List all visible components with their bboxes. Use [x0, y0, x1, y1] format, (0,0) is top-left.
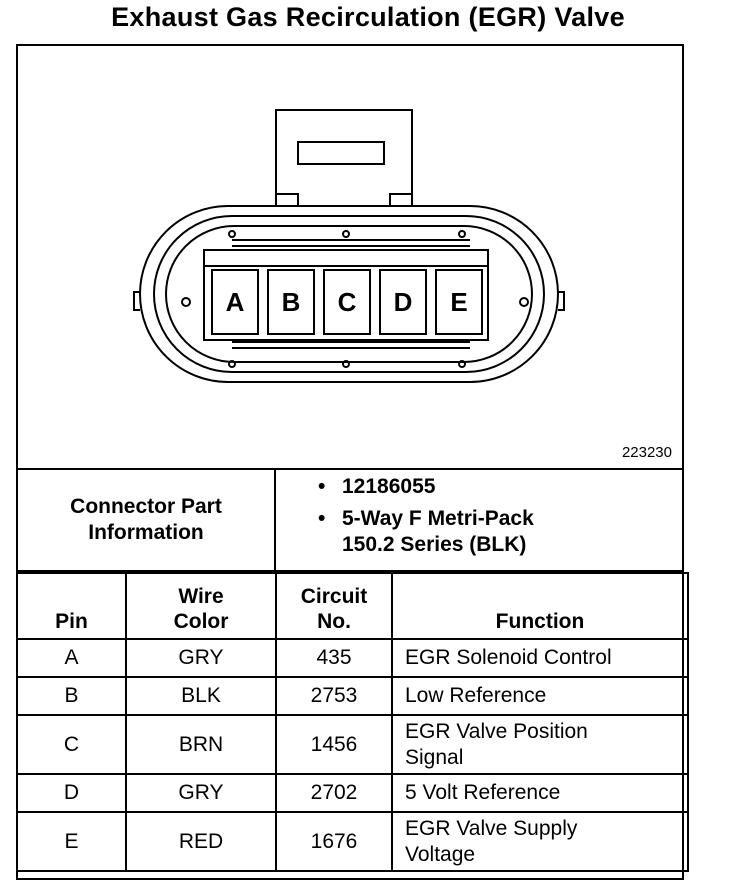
bullet: •	[318, 507, 326, 530]
connector-part-info	[18, 470, 682, 572]
function-line1: EGR Valve Supply	[405, 816, 578, 840]
header-wire-color-line2: Color	[173, 610, 229, 633]
function-cell: Low Reference	[392, 677, 688, 715]
table-header-row	[18, 573, 688, 639]
wire-color-cell: GRY	[126, 774, 276, 812]
function-cell	[392, 715, 688, 774]
pin-cell: E	[18, 812, 126, 871]
header-circuit-no	[276, 573, 392, 639]
pin-label-b: B	[281, 287, 301, 317]
pin-label-d: D	[393, 287, 413, 317]
circuit-cell: 1456	[276, 715, 392, 774]
header-circuit-line2: No.	[317, 610, 351, 633]
header-wire-color-line1: Wire	[178, 585, 224, 608]
latch-window	[298, 142, 384, 164]
table-row	[18, 677, 688, 715]
function-line2: Voltage	[405, 842, 476, 866]
function-cell: EGR Solenoid Control	[392, 639, 688, 677]
circuit-cell: 2753	[276, 677, 392, 715]
table-row	[18, 774, 688, 812]
function-cell: 5 Volt Reference	[392, 774, 688, 812]
header-wire-color	[126, 573, 276, 639]
wire-color-cell: BLK	[126, 677, 276, 715]
pin-cell: C	[18, 715, 126, 774]
connector-part-info-list	[276, 474, 676, 564]
function-line2: Signal	[405, 745, 464, 769]
connector-latch	[276, 110, 412, 206]
header-function: Function	[392, 573, 688, 639]
circuit-cell: 2702	[276, 774, 392, 812]
connector-diagram	[18, 46, 682, 470]
function-cell	[392, 812, 688, 871]
connector-part-info-label	[18, 470, 276, 570]
connector-drawing	[18, 46, 682, 470]
part-number: 12186055	[342, 475, 436, 498]
info-label-line2: Information	[88, 521, 204, 544]
header-circuit-line1: Circuit	[300, 585, 368, 608]
pin-label-c: C	[337, 287, 357, 317]
page-title: Exhaust Gas Recirculation (EGR) Valve	[111, 2, 625, 32]
header-pin: Pin	[18, 573, 126, 639]
pin-label-a: A	[225, 287, 245, 317]
connector-type-line1: 5-Way F Metri-Pack	[342, 507, 534, 530]
pinout-table	[18, 572, 689, 872]
pin-cell: D	[18, 774, 126, 812]
connector-frame	[16, 44, 684, 880]
bullet: •	[318, 475, 326, 498]
connector-type-line2: 150.2 Series (BLK)	[342, 533, 527, 556]
circuit-cell: 1676	[276, 812, 392, 871]
table-row	[18, 639, 688, 677]
wire-color-cell: BRN	[126, 715, 276, 774]
list-item	[276, 474, 676, 500]
wire-color-cell: GRY	[126, 639, 276, 677]
table-row	[18, 715, 688, 774]
function-line1: EGR Valve Position	[405, 719, 588, 743]
table-row	[18, 812, 688, 871]
pin-label-e: E	[450, 287, 468, 317]
pin-cell: B	[18, 677, 126, 715]
wire-color-cell: RED	[126, 812, 276, 871]
list-item	[276, 506, 676, 558]
info-label-line1: Connector Part	[70, 495, 222, 518]
drawing-number: 223230	[621, 444, 672, 461]
pin-cell: A	[18, 639, 126, 677]
circuit-cell: 435	[276, 639, 392, 677]
